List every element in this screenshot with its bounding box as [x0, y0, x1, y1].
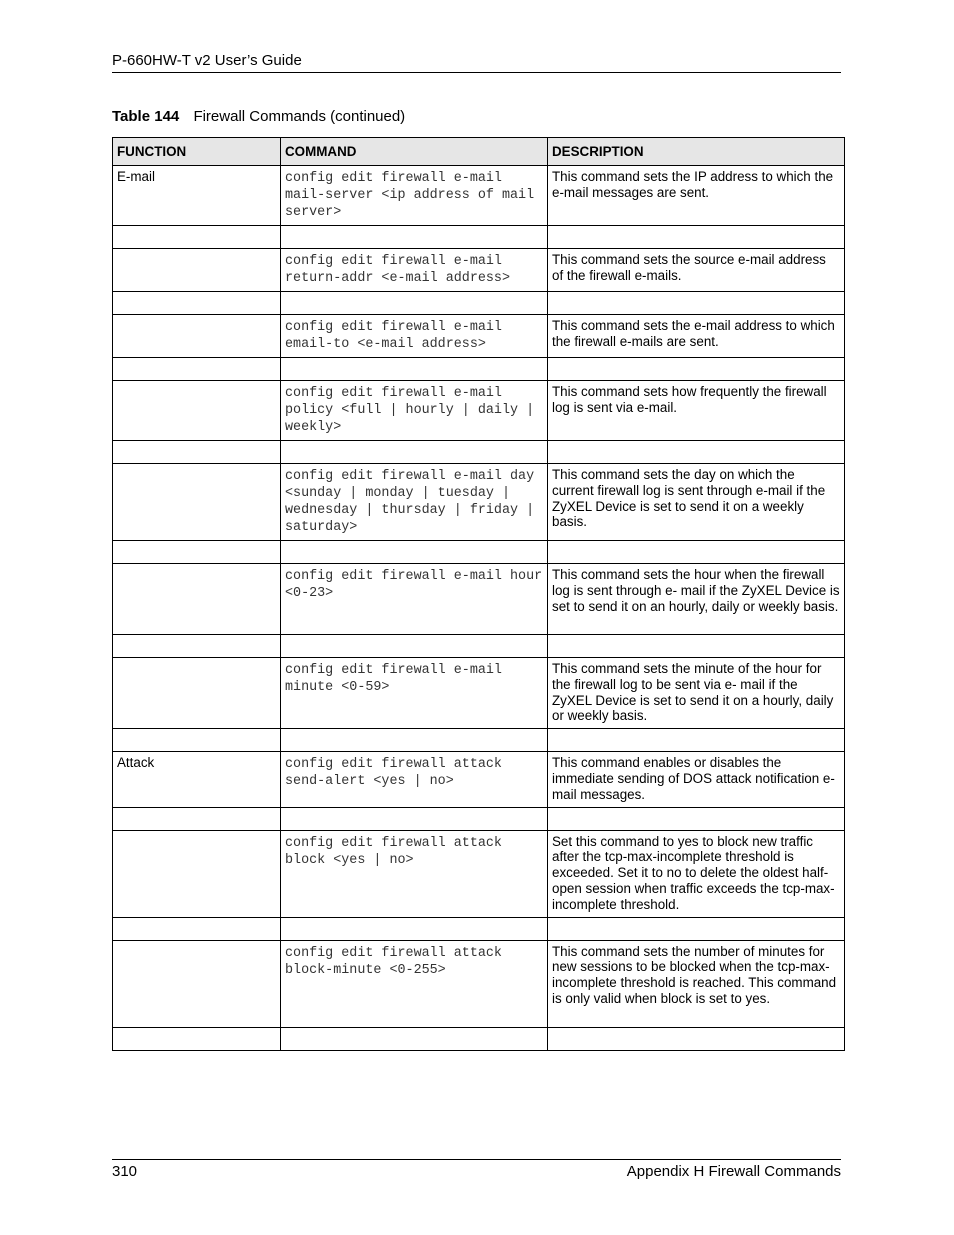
command-cell: config edit firewall e-mail day <sunday | monday | tuesday | wednesday | thursday | friday | saturday> [281, 464, 548, 541]
description-cell: This command sets the minute of the hour for the firewall log to be sent via e- mail if the ZyXEL Device is set to send it on a hourly, daily or weekly basis. [548, 658, 845, 729]
description-cell: This command sets the hour when the firewall log is sent through e- mail if the ZyXEL Device is set to send it on an hourly, daily or weekly basis. [548, 564, 845, 635]
function-cell [113, 249, 281, 292]
command-cell: config edit firewall e-mail return-addr <e-mail address> [281, 249, 548, 292]
table-title: Firewall Commands (continued) [193, 108, 406, 125]
command-cell: config edit firewall e-mail hour <0-23> [281, 564, 548, 635]
table-header-row [113, 138, 845, 166]
description-cell: This command sets the number of minutes for new sessions to be blocked when the tcp-max-incomplete threshold is reached. This command is only valid when block is set to yes. [548, 940, 845, 1027]
command-cell: config edit firewall attack block-minute <0-255> [281, 940, 548, 1027]
function-cell [113, 381, 281, 441]
page-number: 310 [112, 1163, 138, 1180]
table-row [113, 564, 845, 635]
column-header-description: DESCRIPTION [548, 138, 845, 166]
description-cell: This command sets how frequently the firewall log is sent via e-mail. [548, 381, 845, 441]
spacer-row [113, 635, 845, 658]
function-cell: Attack [113, 752, 281, 807]
function-cell [113, 940, 281, 1027]
command-cell: config edit firewall attack send-alert <yes | no> [281, 752, 548, 807]
function-cell: E-mail [113, 166, 281, 226]
command-cell: config edit firewall e-mail minute <0-59> [281, 658, 548, 729]
spacer-row [113, 226, 845, 249]
description-cell: This command sets the IP address to which the e-mail messages are sent. [548, 166, 845, 226]
function-cell [113, 658, 281, 729]
table-row [113, 464, 845, 541]
column-header-command: COMMAND [281, 138, 548, 166]
command-cell: config edit firewall e-mail policy <full | hourly | daily | weekly> [281, 381, 548, 441]
spacer-row [113, 1027, 845, 1050]
function-cell [113, 830, 281, 917]
table-row [113, 830, 845, 917]
command-cell: config edit firewall attack block <yes | no> [281, 830, 548, 917]
command-cell: config edit firewall e-mail email-to <e-mail address> [281, 315, 548, 358]
spacer-row [113, 292, 845, 315]
table-row [113, 752, 845, 807]
description-cell: This command sets the day on which the current firewall log is sent through e-mail if the ZyXEL Device is set to send it on a weekly basis. [548, 464, 845, 541]
column-header-function: FUNCTION [113, 138, 281, 166]
table-row [113, 658, 845, 729]
spacer-row [113, 358, 845, 381]
spacer-row [113, 917, 845, 940]
page-header [112, 52, 841, 73]
spacer-row [113, 729, 845, 752]
function-cell [113, 315, 281, 358]
guide-title: P-660HW-T v2 User’s Guide [112, 52, 302, 69]
table-row [113, 166, 845, 226]
spacer-row [113, 541, 845, 564]
description-cell: Set this command to yes to block new traffic after the tcp-max-incomplete threshold is exceeded. Set it to no to delete the oldest half-open session when traffic exceeds the tcp-max-incomplete threshold. [548, 830, 845, 917]
footer-section: Appendix H Firewall Commands [626, 1163, 841, 1180]
page-footer [112, 1159, 841, 1180]
description-cell: This command enables or disables the immediate sending of DOS attack notification e-mail messages. [548, 752, 845, 807]
table-number: Table 144 [112, 108, 180, 125]
function-cell [113, 564, 281, 635]
command-cell: config edit firewall e-mail mail-server <ip address of mail server> [281, 166, 548, 226]
table-row [113, 315, 845, 358]
spacer-row [113, 441, 845, 464]
function-cell [113, 464, 281, 541]
table-row [113, 381, 845, 441]
spacer-row [113, 807, 845, 830]
firewall-commands-table [112, 137, 845, 1051]
table-row [113, 249, 845, 292]
table-caption [112, 108, 405, 125]
table-row [113, 940, 845, 1027]
description-cell: This command sets the e-mail address to which the firewall e-mails are sent. [548, 315, 845, 358]
description-cell: This command sets the source e-mail address of the firewall e-mails. [548, 249, 845, 292]
